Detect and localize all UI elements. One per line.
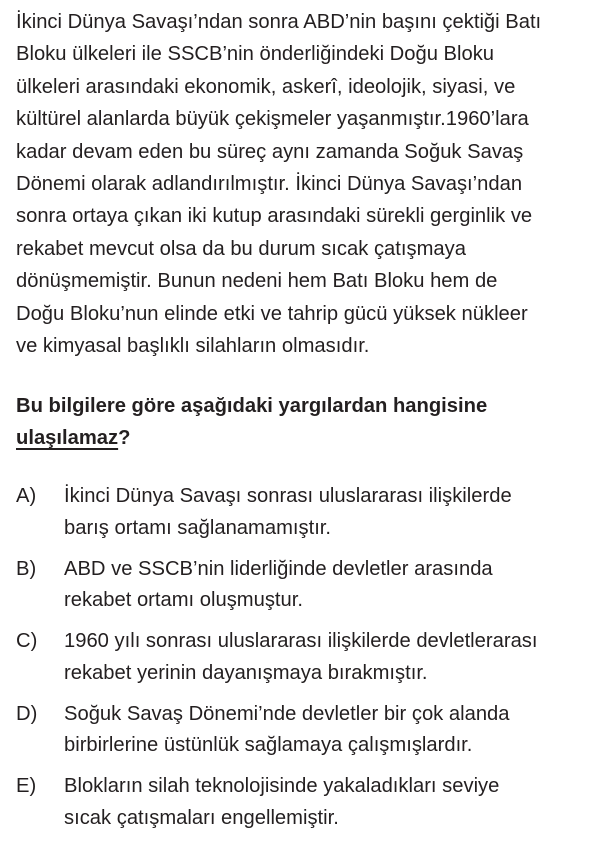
- option-letter: C): [16, 630, 38, 652]
- option-letter: B): [16, 557, 37, 580]
- option-b[interactable]: [16, 554, 612, 617]
- question-line-1: Bu bilgilere göre aşağıdaki yargılardan hangisine: [16, 395, 488, 417]
- option-d[interactable]: [16, 699, 612, 762]
- question-mark: ?: [118, 427, 131, 450]
- option-text-line: Soğuk Savaş Dönemi’nde devletler bir çok alanda: [64, 702, 510, 725]
- option-text-line: barış ortamı sağlanamamıştır.: [64, 516, 332, 539]
- question-line-2: [16, 422, 606, 454]
- question-stem: [16, 390, 606, 455]
- option-c[interactable]: [16, 626, 612, 689]
- passage-line: Doğu Bloku’nun elinde etki ve tahrip gücü yüksek nükleer: [16, 302, 528, 325]
- option-letter: D): [16, 702, 38, 725]
- passage-line: dönüşmemiştir. Bunun nedeni hem Batı Bloku hem de: [16, 270, 498, 293]
- passage-line: rekabet mevcut olsa da bu durum sıcak çatışmaya: [16, 237, 466, 260]
- passage-line: ülkeleri arasındaki ekonomik, askerî, ideolojik, siyasi, ve: [16, 75, 516, 98]
- option-text-line: Blokların silah teknolojisinde yakaladıkları seviye: [64, 775, 500, 797]
- option-text-line: rekabet yerinin dayanışmaya bırakmıştır.: [64, 661, 428, 684]
- option-letter: A): [16, 485, 37, 507]
- passage-line: Bloku ülkeleri ile SSCB’nin önderliğindeki Doğu Bloku: [16, 43, 495, 66]
- reading-passage: [16, 6, 612, 362]
- option-text-line: İkinci Dünya Savaşı sonrası uluslararası ilişkilerde: [64, 485, 512, 507]
- option-letter: E): [16, 775, 37, 797]
- passage-line: sonra ortaya çıkan iki kutup arasındaki sürekli gerginlik ve: [16, 205, 533, 228]
- answer-options: [16, 481, 612, 844]
- option-text-line: rekabet ortamı oluşmuştur.: [64, 589, 303, 611]
- passage-line: İkinci Dünya Savaşı’ndan sonra ABD’nin başını çektiği Batı: [16, 11, 542, 33]
- passage-line: kadar devam eden bu süreç aynı zamanda Soğuk Savaş: [16, 140, 524, 163]
- option-text-line: ABD ve SSCB’nin liderliğinde devletler arasında: [64, 557, 493, 580]
- passage-line: Dönemi olarak adlandırılmıştır. İkinci Dünya Savaşı’ndan: [16, 173, 523, 196]
- option-text-line: birbirlerine üstünlük sağlamaya çalışmışlardır.: [64, 734, 473, 756]
- passage-line: kültürel alanlarda büyük çekişmeler yaşanmıştır.1960’lara: [16, 108, 529, 131]
- option-e[interactable]: [16, 771, 612, 834]
- option-a[interactable]: [16, 481, 612, 544]
- underlined-keyword: ulaşılamaz: [16, 427, 119, 450]
- passage-line: ve kimyasal başlıklı silahların olmasıdır.: [16, 335, 370, 358]
- option-text-line: 1960 yılı sonrası uluslararası ilişkilerde devletlerarası: [64, 630, 538, 652]
- option-text-line: sıcak çatışmaları engellemiştir.: [64, 806, 339, 829]
